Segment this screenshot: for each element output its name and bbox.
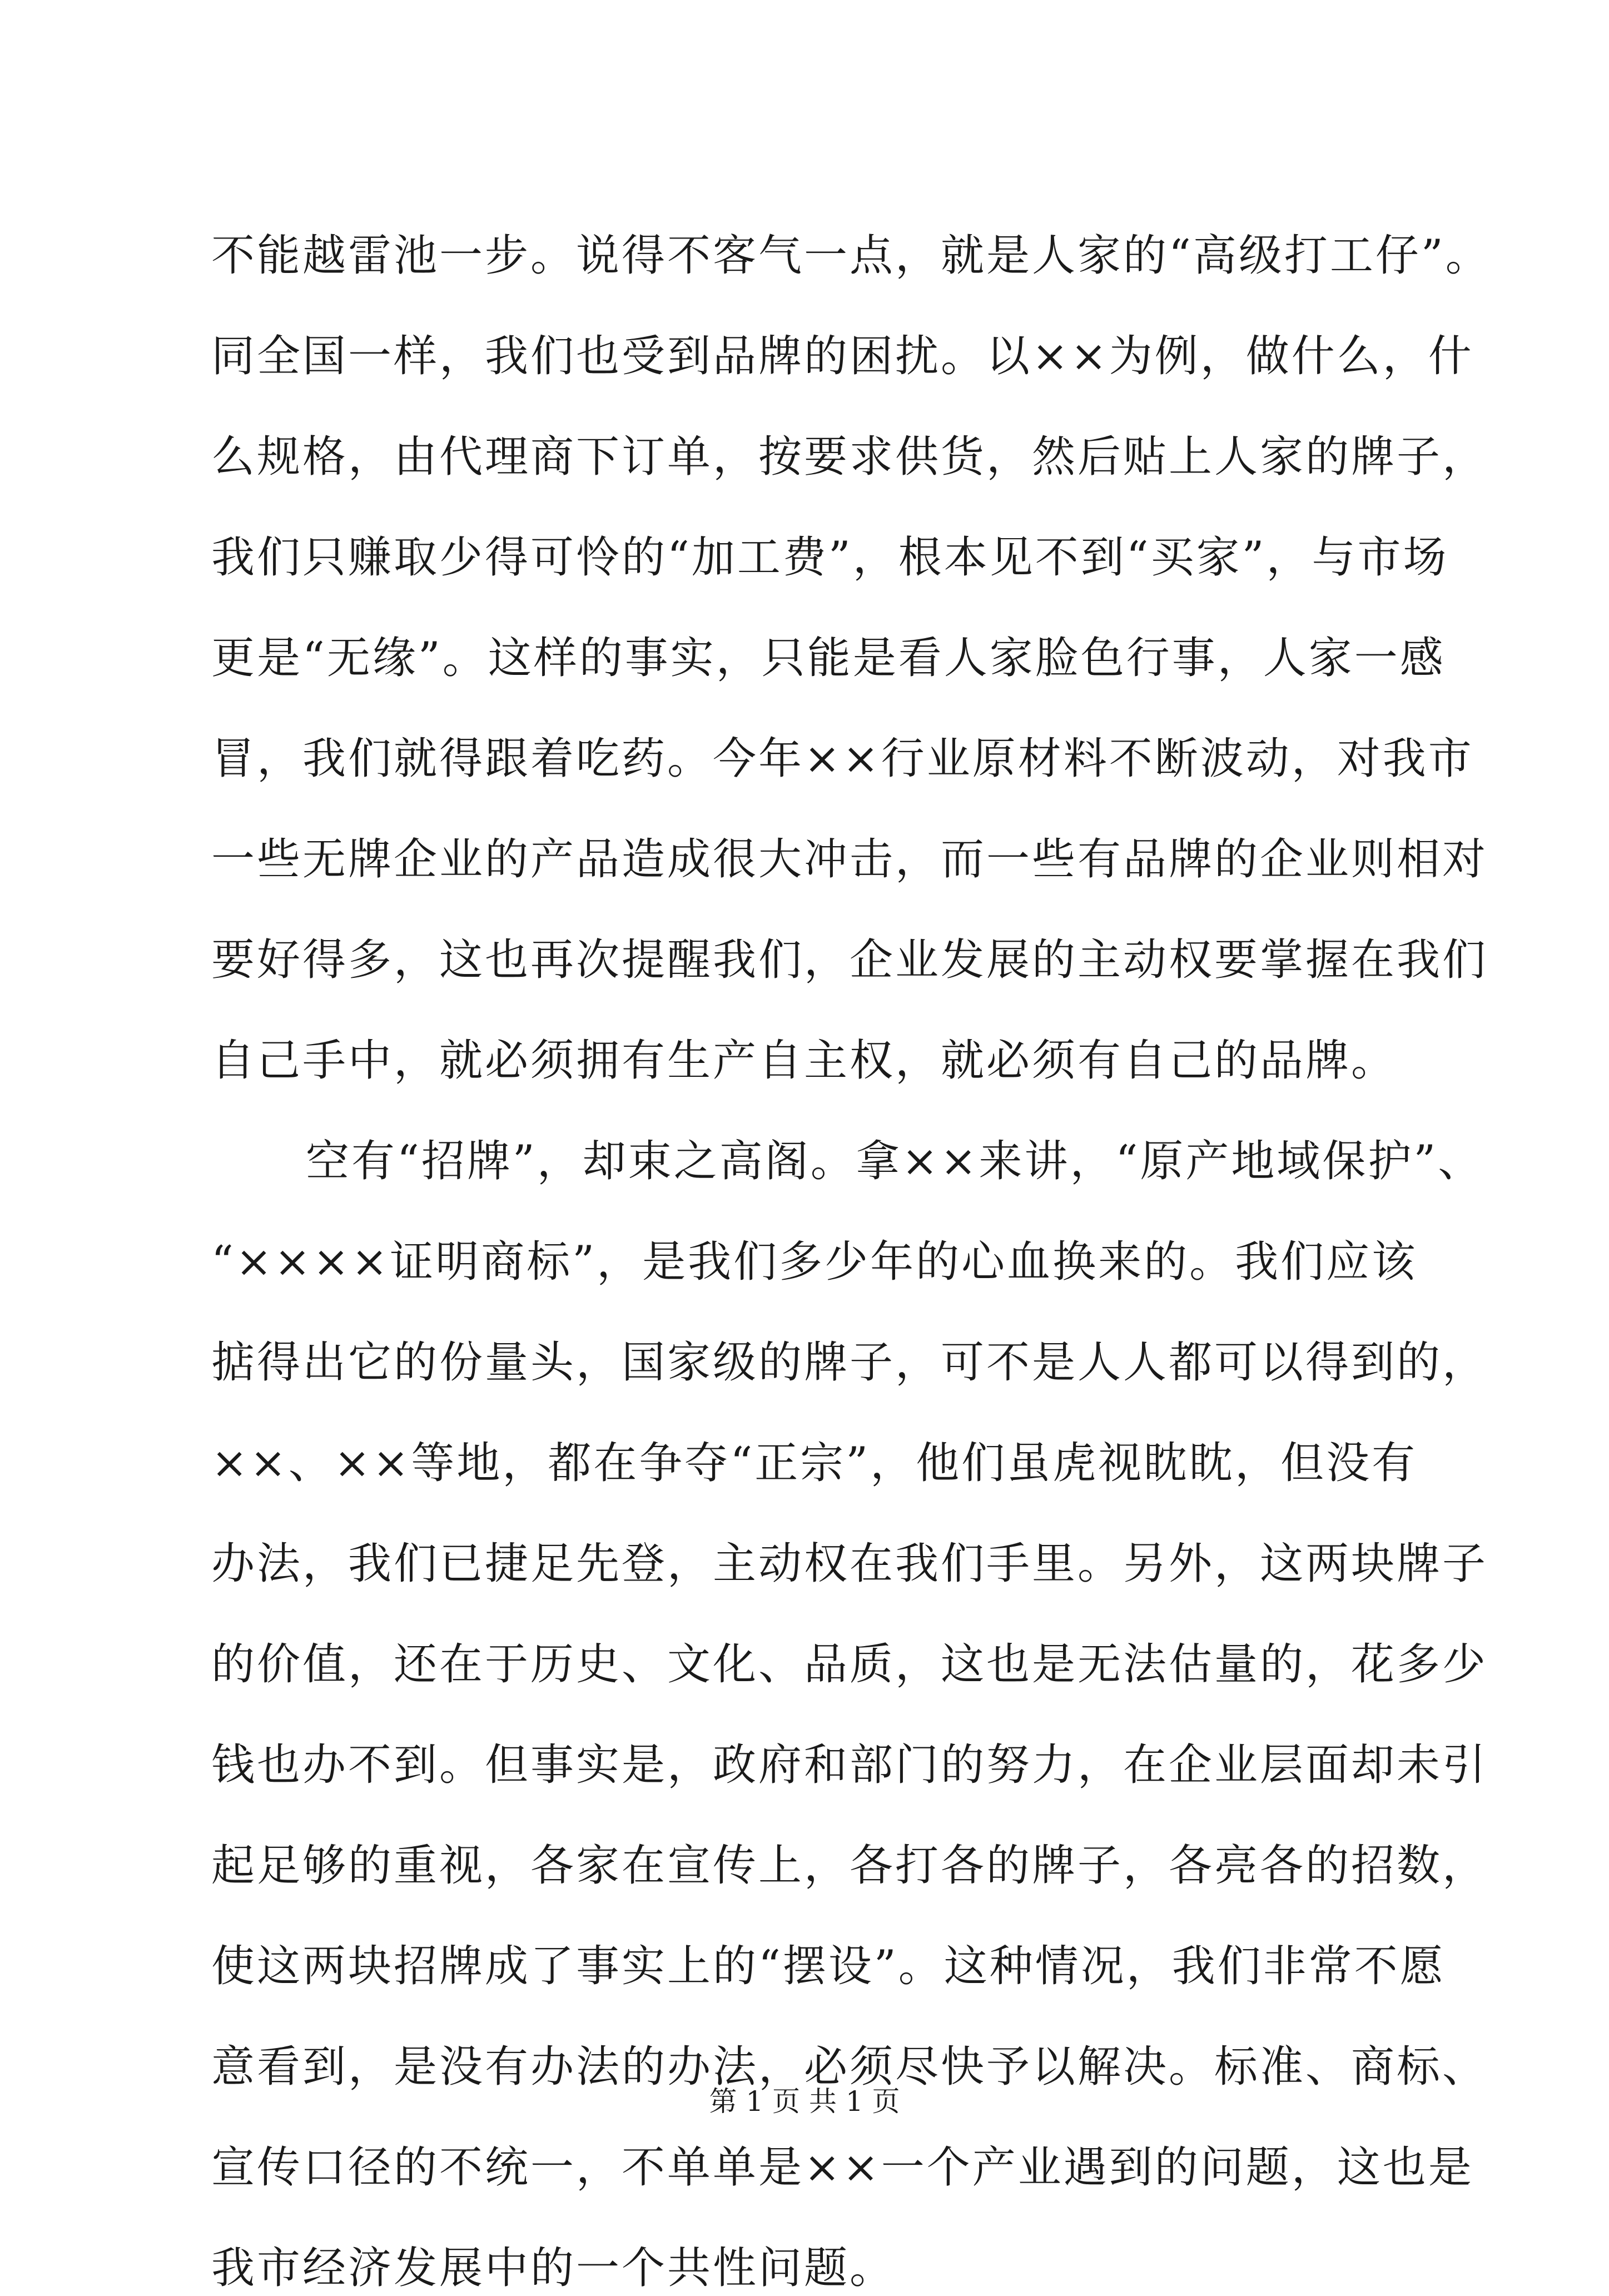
text-line: 办法，我们已捷足先登，主动权在我们手里。另外，这两块牌子	[211, 1539, 1488, 1589]
text-line: 起足够的重视，各家在宣传上，各打各的牌子，各亮各的招数，	[211, 1841, 1488, 1891]
text-line: 要好得多，这也再次提醒我们，企业发展的主动权要掌握在我们	[211, 935, 1488, 985]
text-line: 不能越雷池一步。说得不客气一点，就是人家的“高级打工仔”。	[211, 231, 1491, 281]
page-number-footer: 第 1 页 共 1 页	[709, 2085, 900, 2118]
text-line: 冒，我们就得跟着吃药。今年××行业原材料不断波动，对我市	[211, 734, 1474, 784]
text-line: 更是“无缘”。这样的事实，只能是看人家脸色行事，人家一感	[211, 633, 1446, 683]
text-line: 么规格，由代理商下订单，按要求供货，然后贴上人家的牌子，	[211, 432, 1488, 482]
paragraph-first-line: 空有“招牌”，却束之高阁。拿××来讲，“原产地域保护”、	[306, 1136, 1484, 1186]
text-line: 掂得出它的份量头，国家级的牌子，可不是人人都可以得到的，	[211, 1338, 1488, 1388]
text-line: 宣传口径的不统一，不单单是××一个产业遇到的问题，这也是	[211, 2143, 1474, 2193]
text-line: 意看到，是没有办法的办法，必须尽快予以解决。标准、商标、	[211, 2042, 1488, 2092]
text-line: 我们只赚取少得可怜的“加工费”，根本见不到“买家”，与市场	[211, 533, 1449, 583]
text-line: 同全国一样，我们也受到品牌的困扰。以××为例，做什么，什	[211, 331, 1474, 381]
text-line: 自己手中，就必须拥有生产自主权，就必须有自己的品牌。	[211, 1036, 1397, 1086]
text-line: “××××证明商标”，是我们多少年的心血换来的。我们应该	[211, 1237, 1418, 1287]
text-line: 钱也办不到。但事实是，政府和部门的努力，在企业层面却未引	[211, 1740, 1488, 1790]
text-line: ××、××等地，都在争夺“正宗”，他们虽虎视眈眈，但没有	[211, 1438, 1418, 1488]
text-line: 我市经济发展中的一个共性问题。	[211, 2243, 896, 2293]
text-line: 的价值，还在于历史、文化、品质，这也是无法估量的，花多少	[211, 1639, 1488, 1689]
text-line: 一些无牌企业的产品造成很大冲击，而一些有品牌的企业则相对	[211, 834, 1488, 884]
text-line: 使这两块招牌成了事实上的“摆设”。这种情况，我们非常不愿	[211, 1941, 1446, 1991]
